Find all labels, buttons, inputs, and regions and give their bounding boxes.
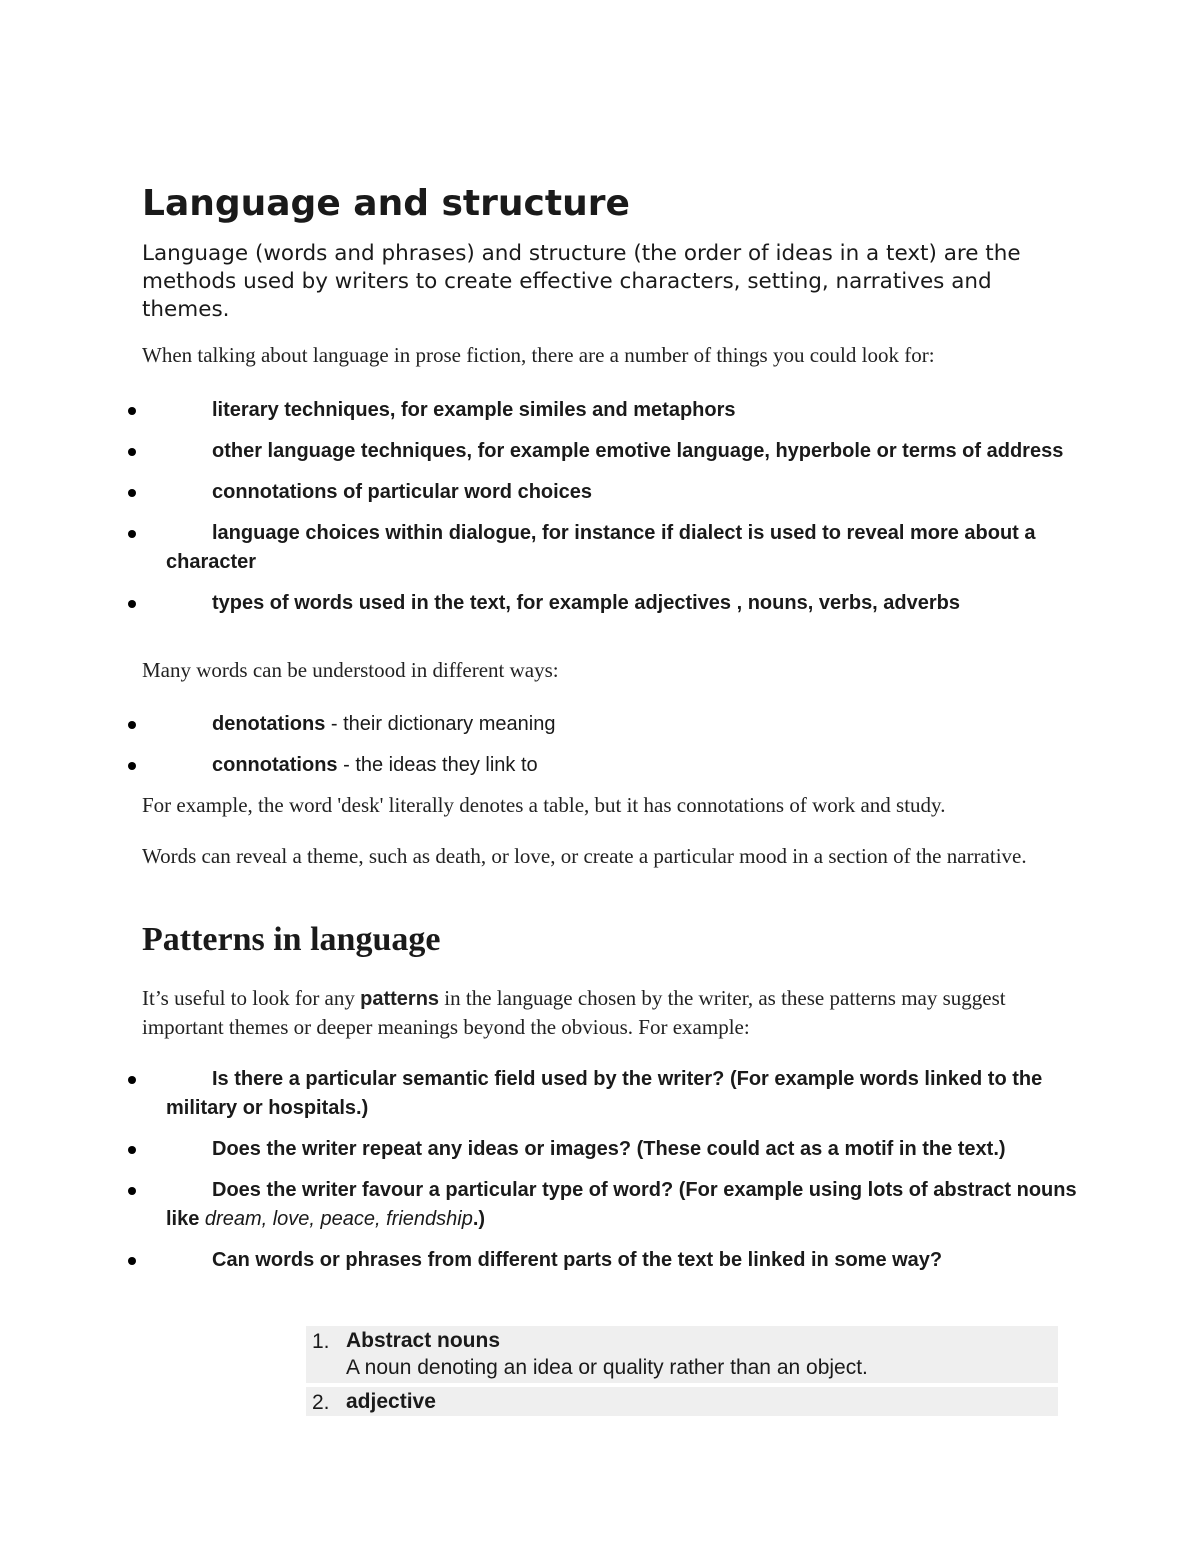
section-heading: Patterns in language: [142, 921, 441, 958]
list-item: Can words or phrases from different parts of the text be linked in some way?: [0, 1246, 1080, 1275]
list-item: denotations - their dictionary meaning: [0, 710, 1080, 739]
language-list: [0, 396, 1080, 618]
list-item: Does the writer favour a particular type of word? (For example using lots of abstract nouns like dream, love, peace, friendship.): [0, 1176, 1080, 1234]
bullet-icon: [128, 762, 136, 770]
bullet-icon: [128, 600, 136, 608]
bullet-icon: [128, 407, 136, 415]
list-item: language choices within dialogue, for instance if dialect is used to reveal more about a character: [0, 519, 1080, 577]
bullet-icon: [128, 1187, 136, 1195]
list-item: connotations - the ideas they link to: [0, 751, 1080, 780]
page-title: Language and structure: [142, 183, 630, 224]
theme-paragraph: Words can reveal a theme, such as death, or love, or create a particular mood in a section of the narrative.: [142, 844, 1027, 868]
glossary-item: [306, 1326, 1058, 1383]
patterns-list: [0, 1065, 1080, 1275]
glossary-number: 2.: [312, 1391, 330, 1414]
list-item: other language techniques, for example emotive language, hyperbole or terms of address: [0, 437, 1080, 466]
bullet-icon: [128, 448, 136, 456]
intro-paragraph: Language (words and phrases) and structure (the order of ideas in a text) are the methods used by writers to create effective characters, setting, narratives and themes.: [142, 241, 1021, 322]
list-item: types of words used in the text, for example adjectives , nouns, verbs, adverbs: [0, 589, 1080, 618]
ways-list: [0, 710, 1080, 780]
list-item: Is there a particular semantic field used by the writer? (For example words linked to the military or hospitals.): [0, 1065, 1080, 1123]
glossary-definition: A noun denoting an idea or quality rather than an object.: [346, 1356, 868, 1379]
list-item: Does the writer repeat any ideas or images? (These could act as a motif in the text.): [0, 1135, 1080, 1164]
bullet-icon: [128, 1146, 136, 1154]
list-item: connotations of particular word choices: [0, 478, 1080, 507]
glossary-term: Abstract nouns: [346, 1329, 501, 1352]
patterns-lead: It’s useful to look for any patterns in the language chosen by the writer, as these patterns may suggest important themes or deeper meanings beyond the obvious. For example:: [142, 986, 1006, 1039]
ways-lead: Many words can be understood in different ways:: [142, 658, 559, 682]
glossary-list: [306, 1326, 1058, 1420]
glossary-item: [306, 1387, 1058, 1416]
glossary-number: 1.: [312, 1330, 330, 1353]
list-item: literary techniques, for example similes and metaphors: [0, 396, 1080, 425]
bullet-icon: [128, 489, 136, 497]
bullet-icon: [128, 721, 136, 729]
bullet-icon: [128, 1076, 136, 1084]
language-lead: When talking about language in prose fiction, there are a number of things you could look for:: [142, 343, 935, 367]
bullet-icon: [128, 530, 136, 538]
example-paragraph: For example, the word 'desk' literally denotes a table, but it has connotations of work and study.: [142, 793, 946, 817]
glossary-term: adjective: [346, 1390, 436, 1413]
bullet-icon: [128, 1257, 136, 1265]
